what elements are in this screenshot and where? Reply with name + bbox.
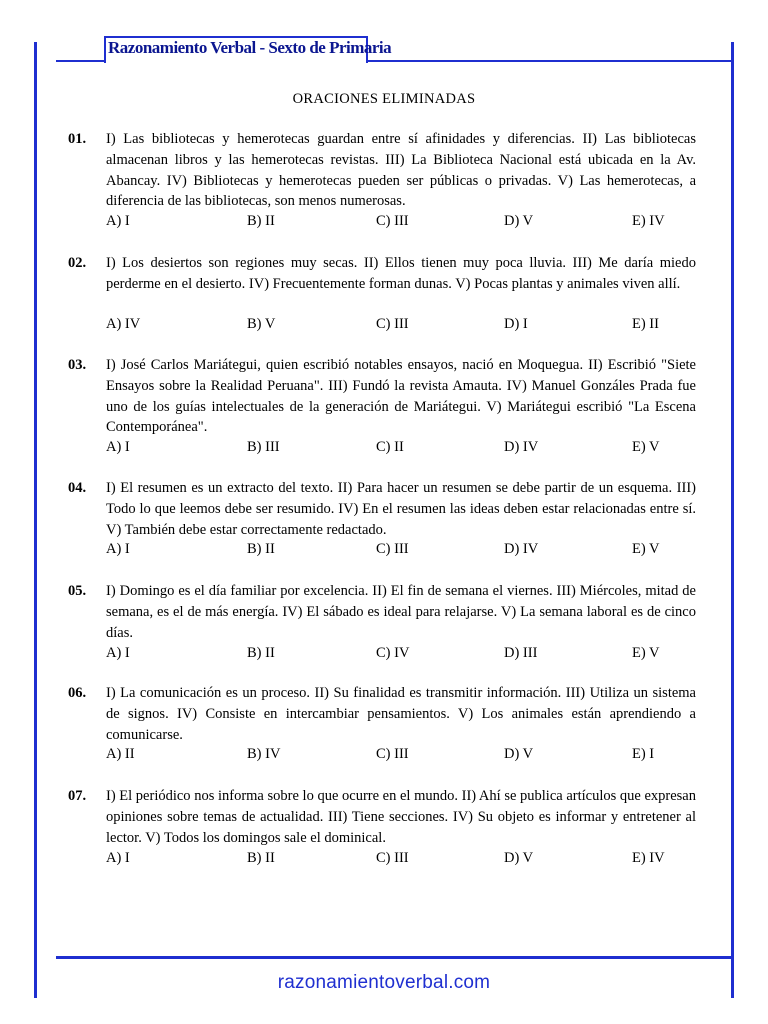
option-b[interactable]: B) V [247,316,276,332]
footer-website[interactable]: razonamientoverbal.com [277,972,491,993]
option-d[interactable]: D) IV [504,439,539,455]
option-e[interactable]: E) IV [632,850,665,866]
answer-options [106,314,706,335]
answer-options [106,211,706,232]
option-e[interactable]: E) I [632,746,655,762]
question-number: 03. [68,357,87,373]
option-c[interactable]: C) III [376,213,409,229]
option-c[interactable]: C) III [376,850,409,866]
option-a[interactable]: A) I [106,645,130,661]
option-b[interactable]: B) III [247,439,280,455]
option-d[interactable]: D) V [504,213,534,229]
option-b[interactable]: B) II [247,213,275,229]
header-title: Razonamiento Verbal - Sexto de Primaria [108,38,392,57]
option-a[interactable]: A) II [106,746,135,762]
question-number: 06. [68,685,87,701]
option-c[interactable]: C) III [376,541,409,557]
option-d[interactable]: D) V [504,746,534,762]
option-a[interactable]: A) I [106,850,130,866]
question-text: I) Los desiertos son regiones muy secas. II) Ellos tienen muy poca lluvia. III) Me daría miedo perderme en el desierto. IV) Frecuentemente forman dunas. V) Pocas plantas y animales viven allí. [106,255,696,292]
question-text: I) El resumen es un extracto del texto. II) Para hacer un resumen se debe partir de un esquema. III) Todo lo que leemos debe ser resumido. IV) En el resumen las ideas deben estar relacionadas entre sí. V) También debe estar correctamente redactado. [106,480,696,538]
answer-options [106,437,706,458]
right-border-line [731,42,734,998]
option-d[interactable]: D) I [504,316,528,332]
option-b[interactable]: B) II [247,541,275,557]
answer-options [106,643,706,664]
option-c[interactable]: C) II [376,439,404,455]
question-text: I) Domingo es el día familiar por excelencia. II) El fin de semana el viernes. III) Miércoles, mitad de semana, es el de más energía. IV) El sábado es ideal para relajarse. V) La semana laboral es de cinco días. [106,583,696,641]
page-title: ORACIONES ELIMINADAS [292,91,476,107]
option-e[interactable]: E) IV [632,213,665,229]
option-a[interactable]: A) IV [106,316,141,332]
option-c[interactable]: C) IV [376,645,410,661]
option-e[interactable]: E) V [632,645,660,661]
left-border-line [34,42,37,998]
option-d[interactable]: D) V [504,850,534,866]
bottom-border-line [56,956,732,959]
option-b[interactable]: B) II [247,645,275,661]
answer-options [106,539,706,560]
answer-options [106,744,706,765]
option-e[interactable]: E) V [632,541,660,557]
question-number: 02. [68,255,87,271]
option-b[interactable]: B) IV [247,746,281,762]
option-a[interactable]: A) I [106,439,130,455]
option-d[interactable]: D) III [504,645,538,661]
option-c[interactable]: C) III [376,746,409,762]
question-text: I) El periódico nos informa sobre lo que ocurre en el mundo. II) Ahí se publica artículos que expresan opiniones sobre temas de actualidad. III) Tiene secciones. IV) Su objeto es informar y entretener al lector. V) Todos los domingos sale el dominical. [106,788,696,846]
option-e[interactable]: E) V [632,439,660,455]
option-b[interactable]: B) II [247,850,275,866]
answer-options [106,848,706,869]
question-text: I) José Carlos Mariátegui, quien escribió notables ensayos, nació en Moquegua. II) Escribió "Siete Ensayos sobre la Realidad Peruana". III) Fundó la revista Amauta. IV) Manuel Gonzáles Prada fue uno de los guías intelectuales de la generación de Mariátegui. V) Mariátegui escribió "La Escena Contemporánea". [106,357,696,436]
option-d[interactable]: D) IV [504,541,539,557]
question-number: 04. [68,480,87,496]
option-e[interactable]: E) II [632,316,659,332]
question-text: I) La comunicación es un proceso. II) Su finalidad es transmitir información. III) Utiliza un sistema de signos. IV) Consiste en intercambiar pensamientos. V) Los animales están aprendiendo a comunicarse. [106,685,696,743]
option-a[interactable]: A) I [106,541,130,557]
question-number: 05. [68,583,87,599]
question-text: I) Las bibliotecas y hemerotecas guardan entre sí afinidades y diferencias. II) Las bibliotecas almacenan libros y las hemerotecas revistas. III) La Biblioteca Nacional está ubicada en la Av. Abancay. IV) Bibliotecas y hemerotecas pueden ser públicas o privadas. V) Las hemerotecas, a diferencia de las bibliotecas, son menos numerosas. [106,131,696,210]
option-c[interactable]: C) III [376,316,409,332]
option-a[interactable]: A) I [106,213,130,229]
question-number: 01. [68,131,87,147]
question-number: 07. [68,788,87,804]
